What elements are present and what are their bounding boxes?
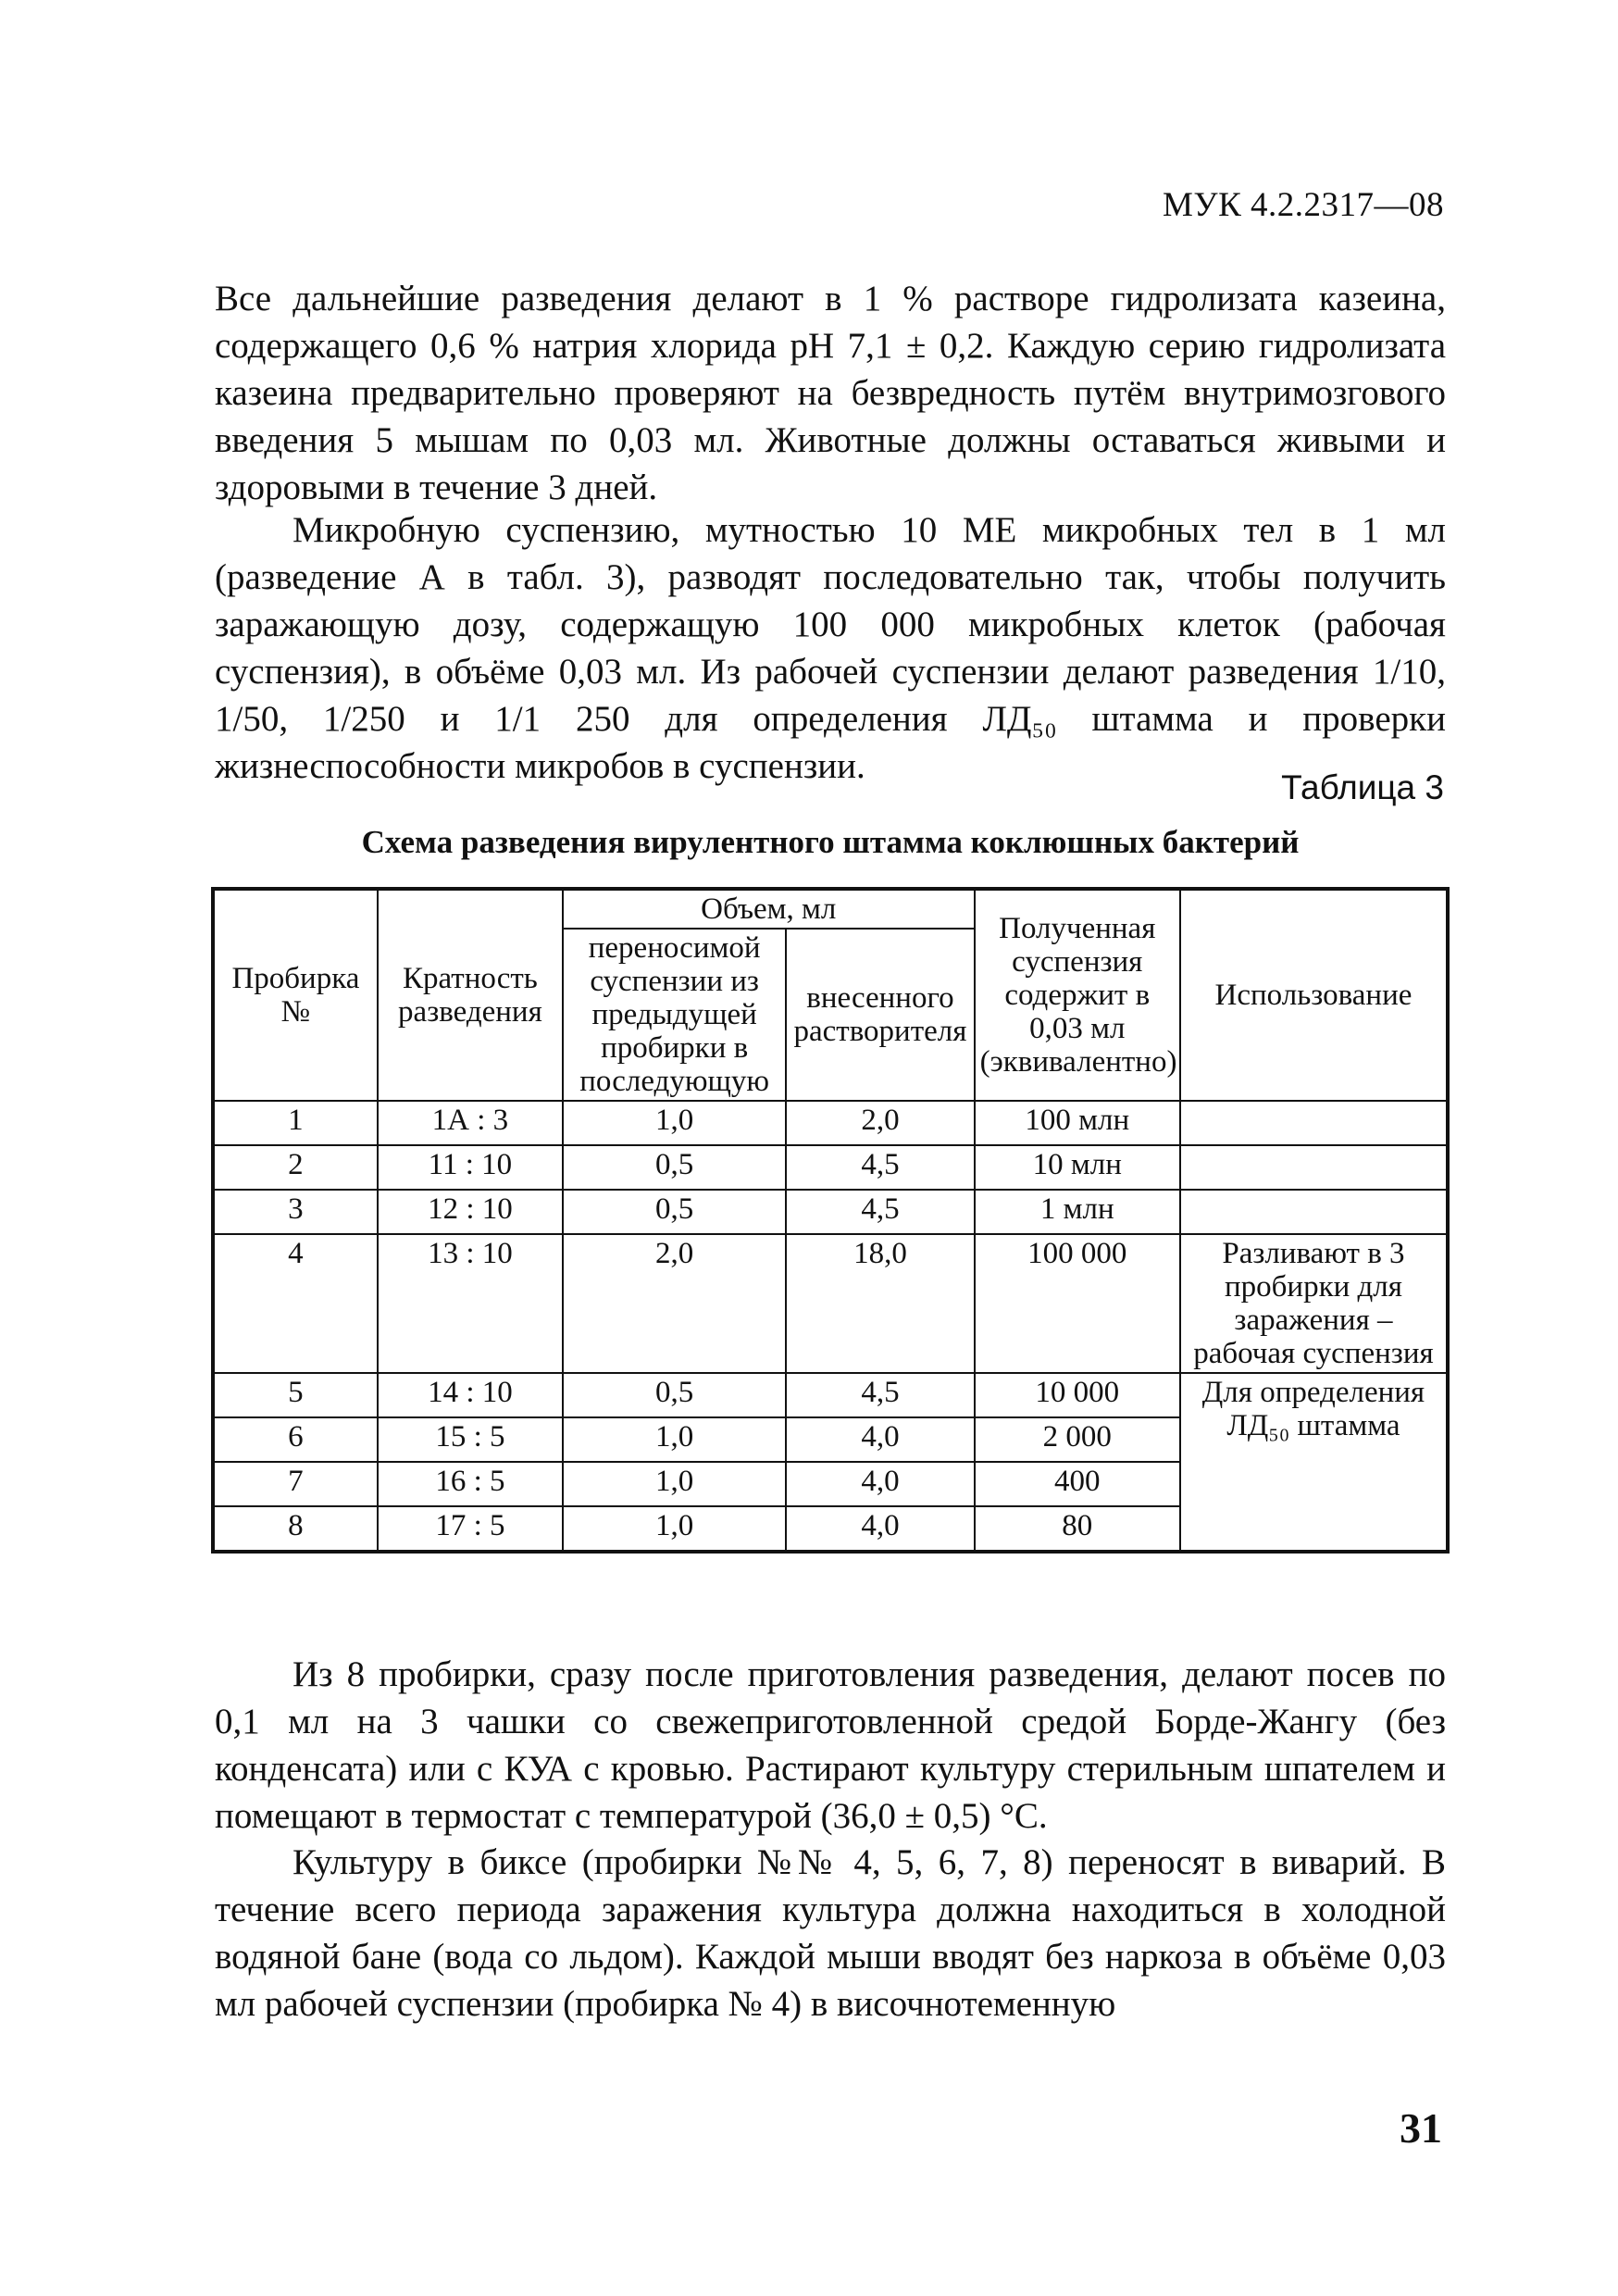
cell-tube: 4: [213, 1234, 378, 1373]
cell-tube: 7: [213, 1462, 378, 1506]
cell-added: 4,0: [786, 1506, 974, 1552]
table-row: [213, 1234, 1448, 1373]
cell-transferred: 1,0: [563, 1101, 786, 1145]
cell-tube: 6: [213, 1417, 378, 1462]
cell-transferred: 1,0: [563, 1417, 786, 1462]
cell-ratio: 14 : 10: [378, 1373, 563, 1417]
page-number: 31: [1400, 2104, 1442, 2152]
cell-added: 2,0: [786, 1101, 974, 1145]
cell-tube: 5: [213, 1373, 378, 1417]
paragraph-suspension-prep: Микробную суспензию, мутностью 10 МЕ микробных тел в 1 мл (разведение А в табл. 3), разводят последовательно так, чтобы получить заражающую дозу, содержащую 100 000 микробных клеток (рабочая суспензия), в объёме 0,03 мл. Из рабочей суспензии делают разведения 1/10, 1/50, 1/250 и 1/1 250 для определения ЛД₅₀ штамма и проверки жизнеспособности микробов в суспензии.: [215, 510, 1446, 786]
cell-transferred: 1,0: [563, 1462, 786, 1506]
cell-added: 4,5: [786, 1373, 974, 1417]
paragraph-seeding: Из 8 пробирки, сразу после приготовления разведения, делают посев по 0,1 мл на 3 чашки со свежеприготовленной средой Борде-Жангу (без конденсата) или с КУА с кровью. Растирают культуру стерильным шпателем и помещают в термостат с температурой (36,0 ± 0,5) °С.: [215, 1654, 1446, 1836]
header-usage: Использование: [1180, 889, 1448, 1101]
cell-ratio: 16 : 5: [378, 1462, 563, 1506]
cell-usage: Разливают в 3 пробирки для заражения – рабочая суспензия: [1180, 1234, 1448, 1373]
cell-transferred: 0,5: [563, 1373, 786, 1417]
cell-obtained: 10 000: [975, 1373, 1180, 1417]
cell-tube: 8: [213, 1506, 378, 1552]
header-transferred: переносимой суспензии из предыдущей пробирки в последующую: [563, 929, 786, 1101]
cell-obtained: 100 000: [975, 1234, 1180, 1373]
table-label: Таблица 3: [1281, 768, 1444, 806]
table-row: [213, 1190, 1448, 1234]
cell-added: 4,5: [786, 1145, 974, 1190]
cell-ratio: 13 : 10: [378, 1234, 563, 1373]
header-ratio: Кратность разведения: [378, 889, 563, 1101]
cell-ratio: 1А : 3: [378, 1101, 563, 1145]
cell-obtained: 10 млн: [975, 1145, 1180, 1190]
cell-added: 4,0: [786, 1417, 974, 1462]
cell-obtained: 100 млн: [975, 1101, 1180, 1145]
cell-usage: Для определения ЛД₅₀ штамма: [1180, 1373, 1448, 1552]
cell-transferred: 2,0: [563, 1234, 786, 1373]
cell-tube: 3: [213, 1190, 378, 1234]
dilution-table: [211, 887, 1450, 1554]
cell-obtained: 400: [975, 1462, 1180, 1506]
cell-obtained: 1 млн: [975, 1190, 1180, 1234]
header-obtained: Полученная суспензия содержит в 0,03 мл (эквивалентно): [975, 889, 1180, 1101]
document-code: МУК 4.2.2317—08: [1162, 186, 1444, 224]
cell-ratio: 17 : 5: [378, 1506, 563, 1552]
cell-obtained: 80: [975, 1506, 1180, 1552]
cell-added: 4,5: [786, 1190, 974, 1234]
table-row: [213, 1101, 1448, 1145]
cell-ratio: 11 : 10: [378, 1145, 563, 1190]
cell-tube: 2: [213, 1145, 378, 1190]
cell-ratio: 15 : 5: [378, 1417, 563, 1462]
cell-added: 4,0: [786, 1462, 974, 1506]
paragraph-dilution-medium: Все дальнейшие разведения делают в 1 % растворе гидролизата казеина, содержащего 0,6 % натрия хлорида pH 7,1 ± 0,2. Каждую серию гидролизата казеина предварительно проверяют на безвредность путём внутримозгового введения 5 мышам по 0,03 мл. Животные должны оставаться живыми и здоровыми в течение 3 дней.: [215, 279, 1446, 507]
cell-usage: [1180, 1145, 1448, 1190]
cell-transferred: 1,0: [563, 1506, 786, 1552]
cell-tube: 1: [213, 1101, 378, 1145]
cell-usage: [1180, 1190, 1448, 1234]
cell-added: 18,0: [786, 1234, 974, 1373]
cell-transferred: 0,5: [563, 1190, 786, 1234]
table-title: Схема разведения вирулентного штамма коклюшных бактерий: [361, 824, 1300, 860]
table-row: [213, 1373, 1448, 1417]
cell-transferred: 0,5: [563, 1145, 786, 1190]
table-row: [213, 1145, 1448, 1190]
header-volume: Объем, мл: [563, 889, 975, 929]
header-added: внесенного растворителя: [786, 929, 974, 1101]
cell-ratio: 12 : 10: [378, 1190, 563, 1234]
cell-usage: [1180, 1101, 1448, 1145]
paragraph-infection: Культуру в биксе (пробирки №№ 4, 5, 6, 7, 8) переносят в виварий. В течение всего периода заражения культура должна находиться в холодной водяной бане (вода со льдом). Каждой мыши вводят без наркоза в объёме 0,03 мл рабочей суспензии (пробирка № 4) в височнотеменную: [215, 1842, 1446, 2024]
header-tube: Пробирка №: [213, 889, 378, 1101]
cell-obtained: 2 000: [975, 1417, 1180, 1462]
